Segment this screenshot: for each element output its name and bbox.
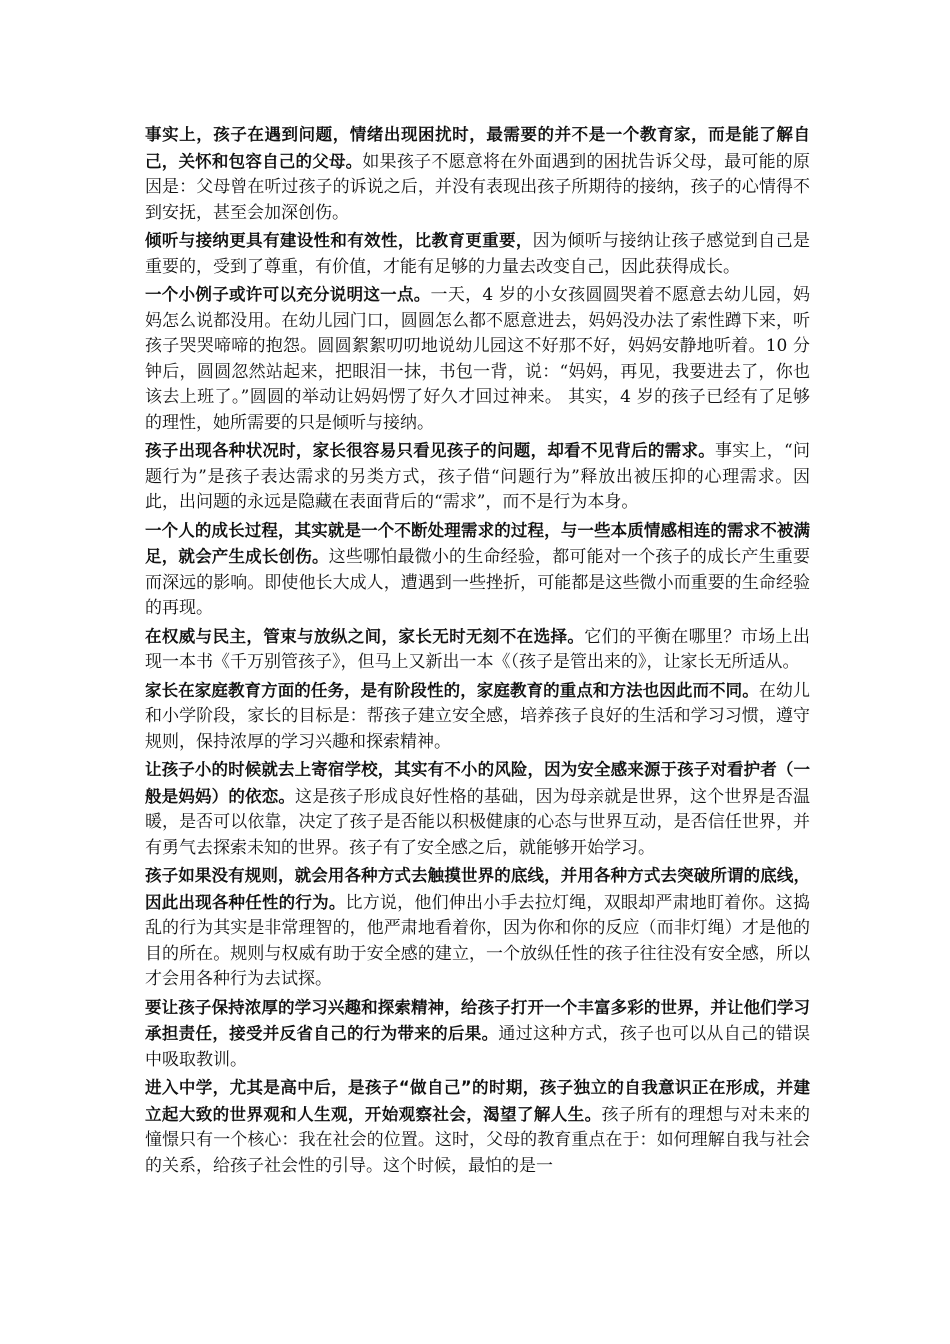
paragraph-9-text: 比方说，他们伸出小手去拉灯绳，双眼却严肃地盯着你。这捣乱的行为其实是非常理智的，他严肃地看着你，因为你和你的反应（而非灯绳）才是他的目的所在。规则与权威有助于安全感的建立，一个放纵任性的孩子往往没有安全感，所以才会用各种行为去试探。	[145, 892, 811, 989]
paragraph-1	[145, 122, 810, 226]
paragraph-3-lead: 一个小例子或许可以充分说明这一点。	[145, 285, 431, 304]
document-body	[145, 122, 810, 1181]
paragraph-6	[145, 624, 810, 676]
paragraph-5-lead: 一个人的成长过程，其实就是一个不断处理需求的过程，与一些本质情感相连的需求不被满足，就会产生成长创伤。	[145, 520, 810, 566]
paragraph-9	[145, 863, 810, 993]
paragraph-10-lead: 要让孩子保持浓厚的学习兴趣和探索精神，给孩子打开一个丰富多彩的世界，并让他们学习承担责任，接受并反省自己的行为带来的后果。	[145, 997, 810, 1043]
paragraph-6-text: 它们的平衡在哪里？市场上出现一本书《千万别管孩子》，但马上又新出一本《（孩子是管出来的》，让家长无所适从。	[145, 626, 811, 672]
paragraph-7-text: 在幼儿和小学阶段，家长的目标是：帮孩子建立安全感，培养孩子良好的生活和学习习惯，遵守规则，保持浓厚的学习兴趣和探索精神。	[145, 680, 811, 752]
paragraph-2	[145, 228, 810, 280]
paragraph-2-lead: 倾听与接纳更具有建设性和有效性，比教育更重要，	[145, 231, 533, 250]
paragraph-5	[145, 518, 810, 622]
paragraph-1-text: 如果孩子不愿意将在外面遇到的困扰告诉父母，最可能的原因是：父母曾在听过孩子的诉说之后，并没有表现出孩子所期待的接纳，孩子的心情得不到安抚，甚至会加深创伤。	[145, 151, 811, 223]
paragraph-10-text: 通过这种方式，孩子也可以从自己的错误中吸取教训。	[145, 1024, 811, 1070]
paragraph-5-text: 这些哪怕最微小的生命经验，都可能对一个孩子的成长产生重要而深远的影响。即使他长大成人，遭遇到一些挫折，可能都是这些微小而重要的生命经验的再现。	[145, 547, 810, 618]
paragraph-7-lead: 家长在家庭教育方面的任务，是有阶段性的，家庭教育的重点和方法也因此而不同。	[145, 680, 759, 700]
paragraph-9-lead: 孩子如果没有规则，就会用各种方式去触摸世界的底线，并用各种方式去突破所谓的底线，因此出现各种任性的行为。	[145, 866, 810, 912]
paragraph-4	[145, 438, 810, 516]
paragraph-3-text: 一天，4 岁的小女孩圆圆哭着不愿意去幼儿园，妈妈怎么说都没用。在幼儿园门口，圆圆怎么都不愿意进去，妈妈没办法了索性蹲下来，听孩子哭哭啼啼的抱怨。圆圆絮絮叨叨地说幼儿园这不好那不好，妈妈安静地听着。10 分钟后，圆圆忽然站起来，把眼泪一抹，书包一背，说：“妈妈，再见，我要进去了，你也该去上班了。”圆圆的举动让妈妈愣了好久才回过神来。 其实，4 岁的孩子已经有了足够的理性，她所需要的只是倾听与接纳。	[145, 285, 810, 433]
paragraph-2-text: 因为倾听与接纳让孩子感觉到自己是重要的，受到了尊重，有价值，才能有足够的力量去改变自己，因此获得成长。	[145, 231, 811, 277]
paragraph-8	[145, 757, 810, 861]
paragraph-11	[145, 1075, 810, 1179]
paragraph-8-lead: 让孩子小的时候就去上寄宿学校，其实有不小的风险，因为安全感来源于孩子对看护者（一般是妈妈）的依恋。	[145, 760, 810, 806]
paragraph-10	[145, 995, 810, 1074]
paragraph-3	[145, 282, 810, 436]
paragraph-8-text: 这是孩子形成良好性格的基础，因为母亲就是世界，这个世界是否温暖，是否可以依靠，决定了孩子是否能以积极健康的心态与世界互动，是否信任世界，并有勇气去探索未知的世界。孩子有了安全感之后，就能够开始学习。	[145, 786, 811, 858]
paragraph-4-text: 事实上，“问题行为”是孩子表达需求的另类方式，孩子借“问题行为”释放出被压抑的心理需求。因此，出问题的永远是隐藏在表面背后的“需求”，而不是行为本身。	[145, 441, 810, 512]
paragraph-11-lead: 进入中学，尤其是高中后，是孩子“做自己”的时期，孩子独立的自我意识正在形成，并建立起大致的世界观和人生观，开始观察社会，渴望了解人生。	[145, 1078, 810, 1124]
paragraph-11-text: 孩子所有的理想与对未来的憧憬只有一个核心：我在社会的位置。这时，父母的教育重点在于：如何理解自我与社会的关系，给孩子社会性的引导。这个时候，最怕的是一	[145, 1104, 811, 1176]
paragraph-1-lead: 事实上，孩子在遇到问题，情绪出现困扰时，最需要的并不是一个教育家，而是能了解自己，关怀和包容自己的父母。	[145, 125, 810, 171]
paragraph-6-lead: 在权威与民主，管束与放纵之间，家长无时无刻不在选择。	[145, 626, 585, 646]
paragraph-7	[145, 678, 810, 756]
paragraph-4-lead: 孩子出现各种状况时，家长很容易只看见孩子的问题，却看不见背后的需求。	[145, 441, 715, 460]
